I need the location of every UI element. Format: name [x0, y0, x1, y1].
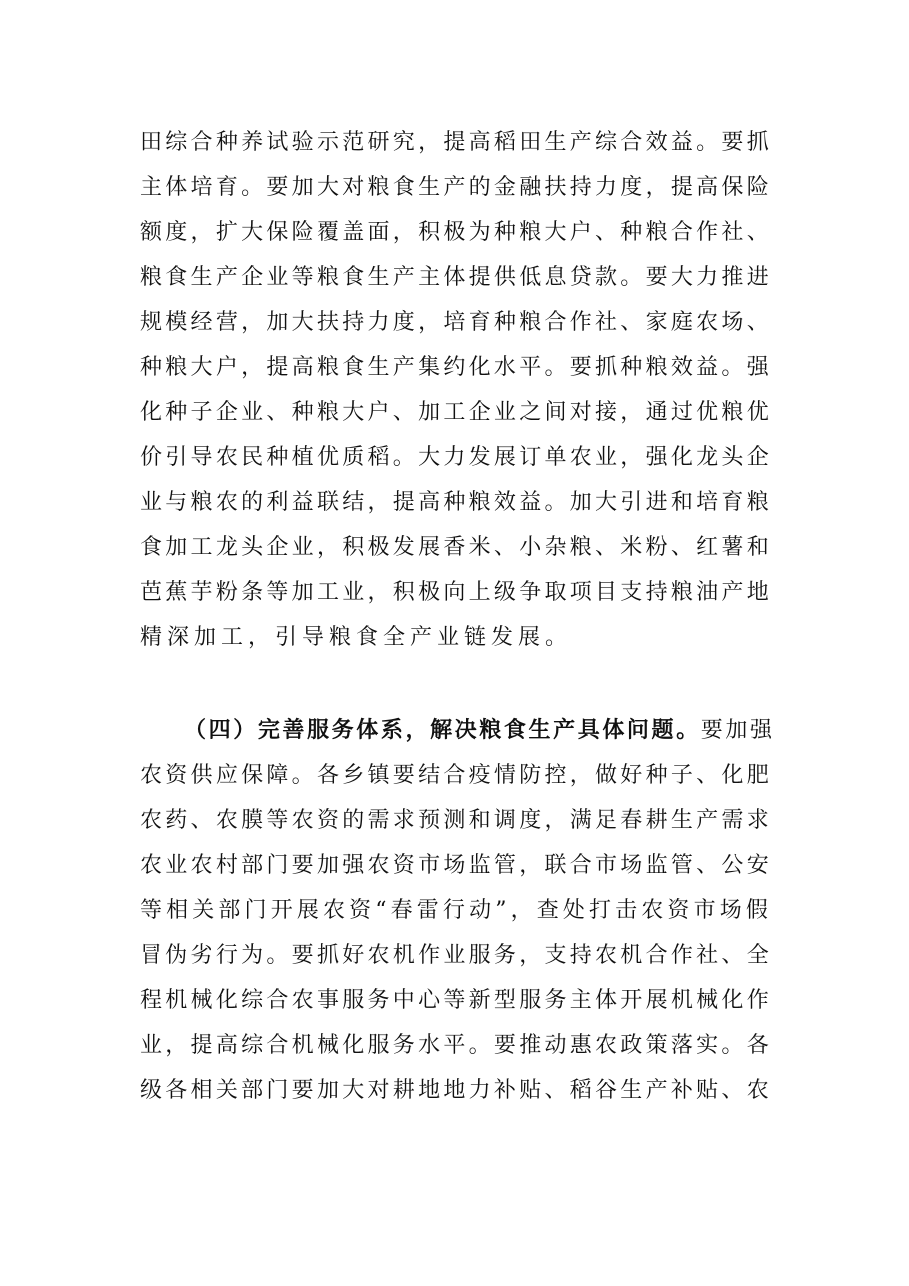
paragraph-line: 食加工龙头企业，积极发展香米、小杂粮、米粉、红薯和 — [140, 535, 772, 560]
paragraph-line: 冒伪劣行为。要抓好农机作业服务，支持农机合作社、全 — [140, 943, 772, 968]
paragraph-line: 化种子企业、种粮大户、加工企业之间对接，通过优粮优 — [140, 400, 772, 425]
paragraph-line: 农资供应保障。各乡镇要结合疫情防控，做好种子、化肥 — [140, 763, 772, 788]
paragraph-line: 主体培育。要加大对粮食生产的金融扶持力度，提高保险 — [140, 175, 772, 200]
paragraph-line: 田综合种养试验示范研究，提高稻田生产综合效益。要抓 — [140, 130, 772, 155]
paragraph-line: 规模经营，加大扶持力度，培育种粮合作社、家庭农场、 — [140, 310, 772, 335]
paragraph-line: 等相关部门开展农资“春雷行动”，查处打击农资市场假 — [140, 898, 772, 923]
paragraph-line: 农药、农膜等农资的需求预测和调度，满足春耕生产需求 — [140, 808, 772, 833]
section-heading: （四）完善服务体系，解决粮食生产具体问题。 — [184, 717, 701, 743]
paragraph-line: 精深加工，引导粮食全产业链发展。 — [140, 625, 573, 650]
heading-line-continuation: 要加强 — [700, 718, 772, 743]
paragraph-line: 业，提高综合机械化服务水平。要推动惠农政策落实。各 — [140, 1033, 772, 1058]
paragraph-line: 价引导农民种植优质稻。大力发展订单农业，强化龙头企 — [140, 445, 772, 470]
section-heading-line — [140, 708, 772, 753]
paragraph-line: 芭蕉芋粉条等加工业，积极向上级争取项目支持粮油产地 — [140, 580, 772, 605]
paragraph-line: 程机械化综合农事服务中心等新型服务主体开展机械化作 — [140, 988, 772, 1013]
paragraph-line: 种粮大户，提高粮食生产集约化水平。要抓种粮效益。强 — [140, 355, 772, 380]
paragraph-line: 级各相关部门要加大对耕地地力补贴、稻谷生产补贴、农 — [140, 1078, 772, 1103]
paragraph-line: 农业农村部门要加强农资市场监管，联合市场监管、公安 — [140, 853, 772, 878]
paragraph-grain-production-support — [140, 120, 772, 660]
paragraph-line: 业与粮农的利益联结，提高种粮效益。加大引进和培育粮 — [140, 490, 772, 515]
paragraph-service-system — [140, 708, 772, 1113]
paragraph-line: 额度，扩大保险覆盖面，积极为种粮大户、种粮合作社、 — [140, 220, 772, 245]
paragraph-line: 粮食生产企业等粮食生产主体提供低息贷款。要大力推进 — [140, 265, 772, 290]
